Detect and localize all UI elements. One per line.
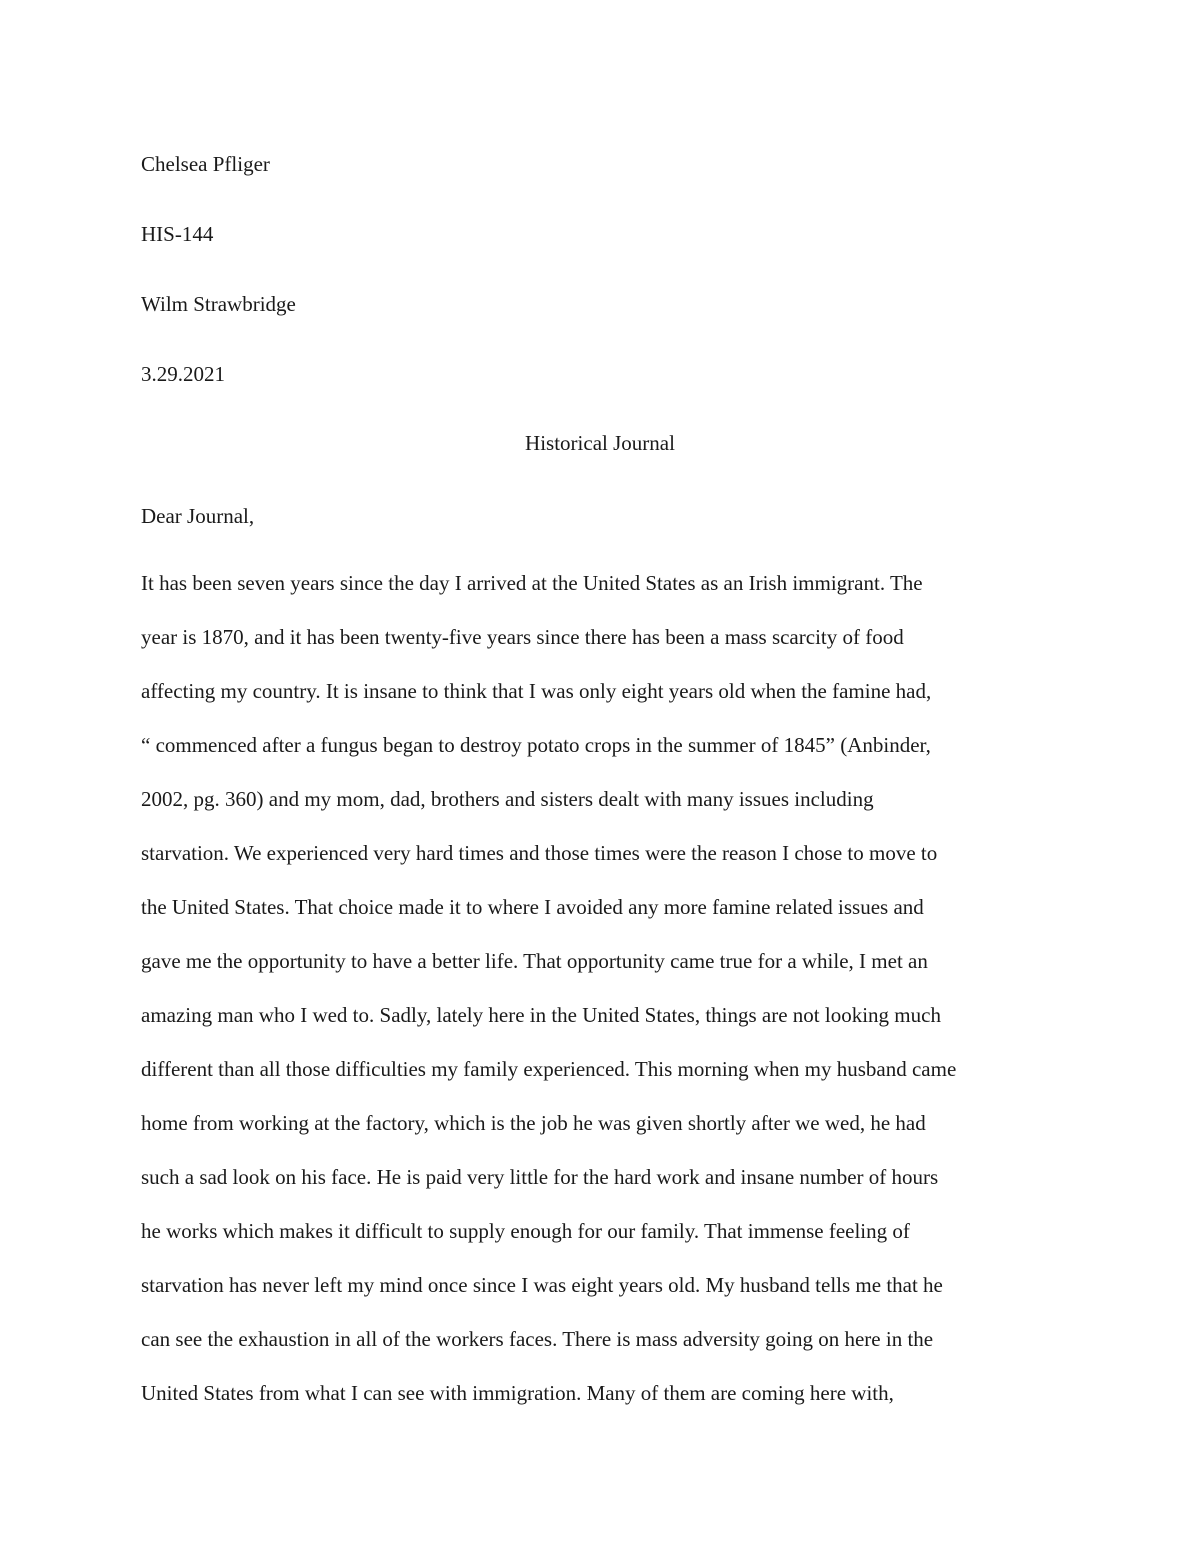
body-line: “ commenced after a fungus began to destroy potato crops in the summer of 1845” (Anbinder, [141,733,931,757]
body-line: home from working at the factory, which is the job he was given shortly after we wed, he had [141,1111,926,1135]
instructor-name: Wilm Strawbridge [141,292,296,316]
body-line: affecting my country. It is insane to think that I was only eight years old when the famine had, [141,679,932,703]
course-code: HIS-144 [141,222,214,246]
body-line: he works which makes it difficult to supply enough for our family. That immense feeling of [141,1219,910,1243]
body-line: year is 1870, and it has been twenty-five years since there has been a mass scarcity of food [141,625,904,649]
body-line: starvation. We experienced very hard times and those times were the reason I chose to move to [141,841,938,865]
body-line: such a sad look on his face. He is paid very little for the hard work and insane number of hours [141,1165,939,1189]
body-line: different than all those difficulties my family experienced. This morning when my husband came [141,1057,957,1081]
body-line: can see the exhaustion in all of the workers faces. There is mass adversity going on here in the [141,1327,934,1351]
salutation: Dear Journal, [141,504,255,528]
body-line: starvation has never left my mind once since I was eight years old. My husband tells me that he [141,1273,943,1297]
body-line: gave me the opportunity to have a better life. That opportunity came true for a while, I met an [141,949,928,973]
body-line: amazing man who I wed to. Sadly, lately here in the United States, things are not looking much [141,1003,941,1027]
body-line: 2002, pg. 360) and my mom, dad, brothers and sisters dealt with many issues including [141,787,874,811]
document-date: 3.29.2021 [141,362,225,386]
author-name: Chelsea Pfliger [141,152,270,176]
body-line: It has been seven years since the day I arrived at the United States as an Irish immigrant. The [141,571,923,595]
body-line: United States from what I can see with immigration. Many of them are coming here with, [141,1381,894,1405]
body-paragraph [141,570,1071,1434]
body-line: the United States. That choice made it to where I avoided any more famine related issues and [141,895,924,919]
document-title: Historical Journal [525,431,675,455]
